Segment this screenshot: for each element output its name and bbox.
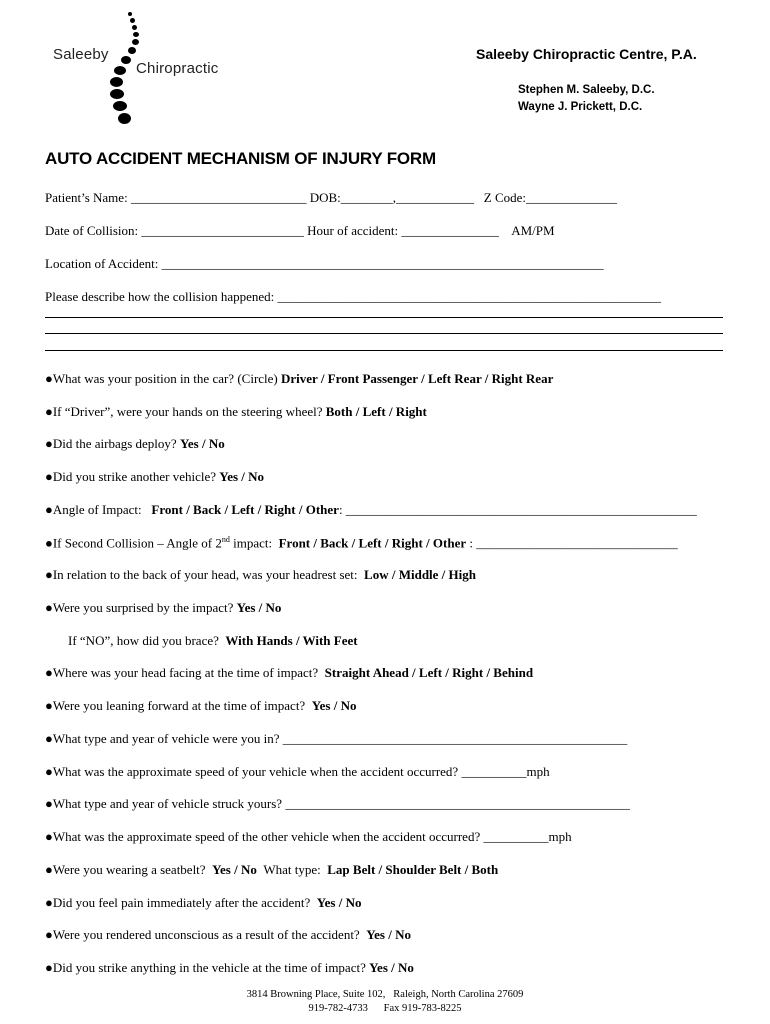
logo-spine-dot <box>110 77 123 87</box>
question-own-vehicle: ●What type and year of vehicle were you in? _____________________________________________________ <box>45 731 628 746</box>
zcode-label: Z Code: <box>483 190 526 205</box>
dob-field[interactable]: ________,____________ <box>340 190 474 205</box>
logo-spine-dot <box>128 47 136 54</box>
describe-field[interactable]: ___________________________________________________________ <box>274 289 661 304</box>
other-field[interactable]: : ______________________________________________________ <box>338 502 697 517</box>
question-airbags: ●Did the airbags deploy? Yes / No <box>45 436 225 451</box>
dob-label: DOB: <box>309 190 341 205</box>
logo-wordmark-saleeby: Saleeby <box>53 46 109 63</box>
answer-options[interactable]: Front / Back / Left / Right / Other <box>278 535 467 551</box>
describe-blank-line[interactable] <box>45 333 723 334</box>
doctor-name-1: Stephen M. Saleeby, D.C. <box>518 84 655 96</box>
question-surprised: ●Were you surprised by the impact? Yes / No <box>45 600 282 615</box>
footer-phones: 919-782-4733 Fax 919-783-8225 <box>308 1003 462 1014</box>
vehicle-field[interactable]: _____________________________________________________ <box>282 796 630 811</box>
logo-spine-dot <box>121 56 131 64</box>
question-brace: If “NO”, how did you brace? With Hands / With Feet <box>68 633 358 648</box>
speed-field[interactable]: __________ <box>458 764 527 779</box>
logo-spine-dot <box>133 32 139 37</box>
question-second-collision: ●If Second Collision – Angle of 2nd impact: Front / Back / Left / Right / Other : _______________________________ <box>45 535 678 551</box>
question-headrest: ●In relation to the back of your head, was your headrest set: Low / Middle / High <box>45 567 476 582</box>
collision-row <box>45 223 555 239</box>
am-pm-option[interactable]: AM/PM <box>511 223 555 238</box>
question-own-speed: ●What was the approximate speed of your vehicle when the accident occurred? __________mph <box>45 764 550 779</box>
logo-spine-dot <box>110 89 124 99</box>
answer-options[interactable]: Yes / No <box>311 698 357 713</box>
seatbelt-type-options[interactable]: Lap Belt / Shoulder Belt / Both <box>327 862 499 877</box>
answer-options[interactable]: Yes / No <box>316 895 362 910</box>
hour-field[interactable]: _______________ <box>398 223 503 238</box>
patient-name-label: Patient’s Name: <box>45 190 128 205</box>
describe-label: Please describe how the collision happened: <box>45 289 275 304</box>
footer-address: 3814 Browning Place, Suite 102, Raleigh, North Carolina 27609 <box>246 989 524 1000</box>
logo-spine-dot <box>128 12 132 16</box>
location-row <box>45 256 604 272</box>
question-seat-position: ●What was your position in the car? (Circle) Driver / Front Passenger / Left Rear / Right Rear <box>45 371 554 386</box>
answer-options[interactable]: With Hands / With Feet <box>225 633 358 648</box>
answer-options[interactable]: Straight Ahead / Left / Right / Behind <box>324 665 534 680</box>
question-head-facing: ●Where was your head facing at the time of impact? Straight Ahead / Left / Right / Behind <box>45 665 534 680</box>
answer-options[interactable]: Driver / Front Passenger / Left Rear / Right Rear <box>281 371 554 386</box>
location-label: Location of Accident: <box>45 256 159 271</box>
answer-options[interactable]: Front / Back / Left / Right / Other <box>151 502 339 517</box>
question-strike-vehicle: ●Did you strike another vehicle? Yes / No <box>45 469 265 484</box>
answer-options[interactable]: Yes / No <box>212 862 257 877</box>
question-strike-inside: ●Did you strike anything in the vehicle at the time of impact? Yes / No <box>45 960 414 975</box>
logo-spine-dot <box>114 66 126 75</box>
hour-label: Hour of accident: <box>307 223 399 238</box>
answer-options[interactable]: Yes / No <box>369 960 414 975</box>
collision-date-field[interactable]: _________________________ <box>138 223 308 238</box>
zcode-field[interactable]: ______________ <box>526 190 617 205</box>
form-title: AUTO ACCIDENT MECHANISM OF INJURY FORM <box>45 149 436 168</box>
logo-spine-dot <box>130 18 135 23</box>
logo-wordmark-chiropractic: Chiropractic <box>136 60 219 77</box>
answer-options[interactable]: Low / Middle / High <box>364 567 476 582</box>
question-unconscious: ●Were you rendered unconscious as a result of the accident? Yes / No <box>45 927 411 942</box>
location-field[interactable]: ____________________________________________________________________ <box>158 256 604 271</box>
question-other-vehicle: ●What type and year of vehicle struck yours? _____________________________________________________ <box>45 796 630 811</box>
patient-name-field[interactable]: ___________________________ <box>127 190 310 205</box>
logo-spine-dot <box>113 101 127 111</box>
question-immediate-pain: ●Did you feel pain immediately after the accident? Yes / No <box>45 895 362 910</box>
describe-blank-line[interactable] <box>45 350 723 351</box>
question-leaning: ●Were you leaning forward at the time of impact? Yes / No <box>45 698 357 713</box>
describe-blank-line[interactable] <box>45 317 723 318</box>
patient-info-row <box>45 190 617 206</box>
answer-options[interactable]: Both / Left / Right <box>325 404 427 419</box>
logo-spine-dot <box>118 113 131 124</box>
speed-field[interactable]: __________ <box>480 829 549 844</box>
clinic-name: Saleeby Chiropractic Centre, P.A. <box>476 46 697 62</box>
other-field[interactable]: : _______________________________ <box>466 535 678 551</box>
question-angle-of-impact: ●Angle of Impact: Front / Back / Left / Right / Other: ______________________________________________________ <box>45 502 697 517</box>
answer-options[interactable]: Yes / No <box>236 600 282 615</box>
question-other-speed: ●What was the approximate speed of the other vehicle when the accident occurred? __________mph <box>45 829 572 844</box>
answer-options[interactable]: Yes / No <box>366 927 411 942</box>
logo-spine-dot <box>132 25 137 30</box>
logo-spine-dot <box>132 39 139 45</box>
doctor-name-2: Wayne J. Prickett, D.C. <box>518 101 643 113</box>
vehicle-field[interactable]: _____________________________________________________ <box>279 731 628 746</box>
describe-row <box>45 289 661 305</box>
clinic-logo <box>50 10 250 128</box>
question-seatbelt: ●Were you wearing a seatbelt? Yes / No What type: Lap Belt / Shoulder Belt / Both <box>45 862 499 877</box>
answer-options[interactable]: Yes / No <box>219 469 265 484</box>
question-hands-on-wheel: ●If “Driver”, were your hands on the steering wheel? Both / Left / Right <box>45 404 427 419</box>
collision-date-label: Date of Collision: <box>45 223 139 238</box>
answer-options[interactable]: Yes / No <box>179 436 225 451</box>
